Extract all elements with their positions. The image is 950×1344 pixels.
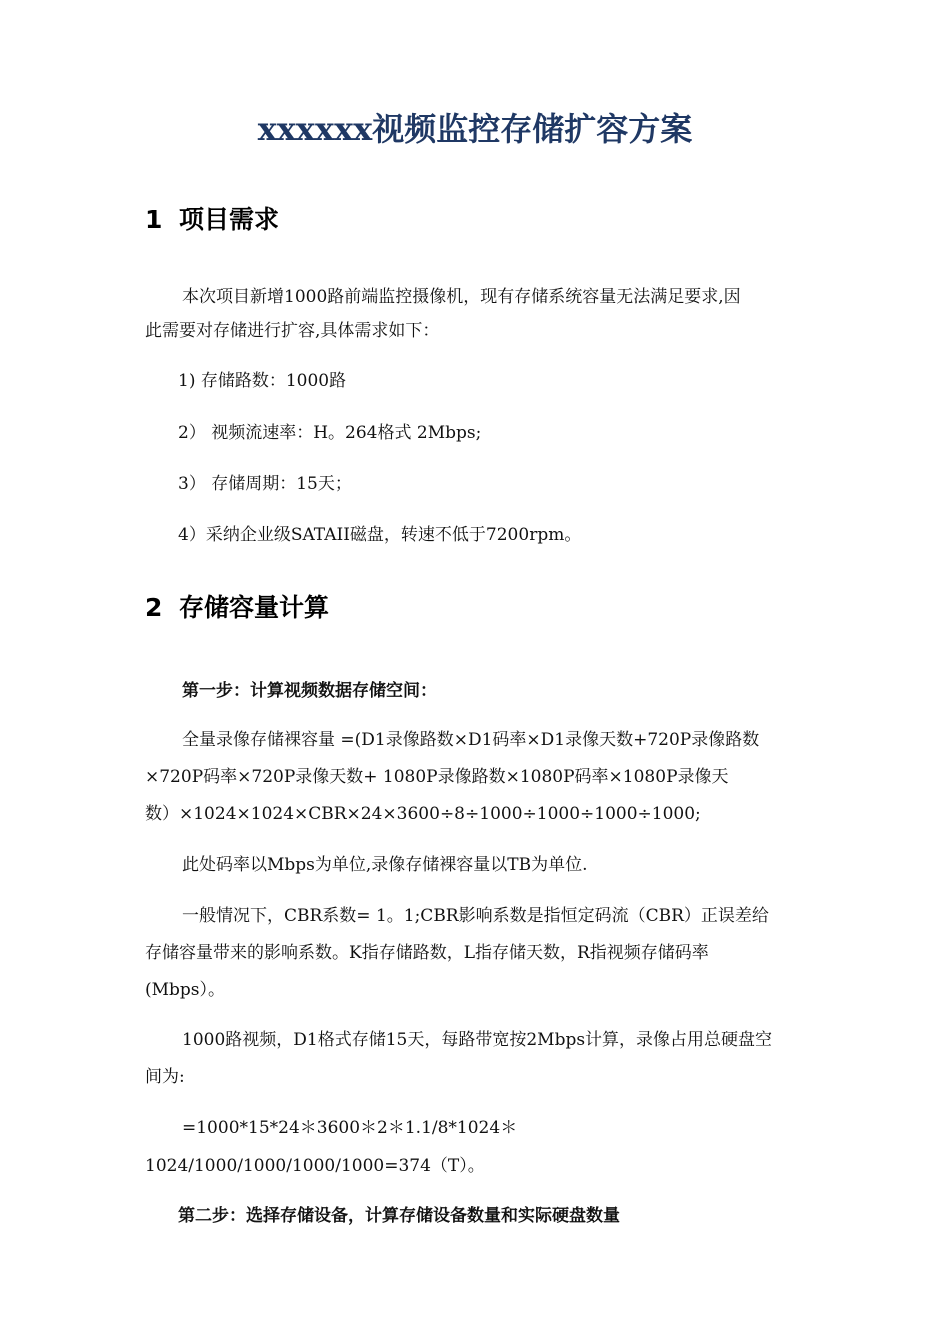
formula-line-1: 全量录像存储裸容量 =(D1录像路数×D1码率×D1录像天数+720P录像路数 bbox=[182, 730, 760, 750]
step-2-heading: 第二步：选择存储设备，计算存储设备数量和实际硬盘数量 bbox=[178, 1206, 620, 1226]
section-number: 1 bbox=[145, 205, 163, 234]
section-title: 项目需求 bbox=[179, 205, 280, 234]
result-line-1: =1000*15*24＊3600＊2＊1.1/8*1024＊ bbox=[182, 1118, 518, 1138]
calc-line-1: 1000路视频，D1格式存储15天，每路带宽按2Mbps计算，录像占用总硬盘空 bbox=[182, 1030, 773, 1050]
requirement-item: 2） 视频流速率：H。264格式 2Mbps; bbox=[178, 423, 482, 443]
calc-line-2: 间为: bbox=[145, 1067, 185, 1087]
formula-line-2: ×720P码率×720P录像天数+ 1080P录像路数×1080P码率×1080P录像天 bbox=[145, 767, 729, 787]
requirement-item: 3） 存储周期：15天； bbox=[178, 474, 352, 494]
unit-note: 此处码率以Mbps为单位,录像存储裸容量以TB为单位. bbox=[182, 855, 588, 875]
step-1-heading: 第一步：计算视频数据存储空间： bbox=[182, 681, 437, 701]
requirement-item: 1) 存储路数：1000路 bbox=[178, 371, 347, 391]
intro-line-2: 此需要对存储进行扩容,具体需求如下： bbox=[145, 321, 440, 341]
formula-line-3: 数）×1024×1024×CBR×24×3600÷8÷1000÷1000÷1000÷1000; bbox=[145, 804, 701, 824]
result-line-2: 1024/1000/1000/1000/1000=374（T）。 bbox=[145, 1156, 485, 1176]
section-heading-2 bbox=[145, 588, 329, 624]
section-number: 2 bbox=[145, 593, 163, 622]
document-title: xxxxxx视频监控存储扩容方案 bbox=[257, 110, 693, 148]
cbr-line-2: 存储容量带来的影响系数。K指存储路数，L指存储天数，R指视频存储码率 bbox=[145, 943, 709, 963]
cbr-line-3: (Mbps）。 bbox=[145, 980, 226, 1000]
requirement-item: 4）采纳企业级SATAII磁盘，转速不低于7200rpm。 bbox=[178, 525, 582, 545]
section-heading-1 bbox=[145, 200, 279, 236]
cbr-line-1: 一般情况下，CBR系数= 1。1;CBR影响系数是指恒定码流（CBR）正误差给 bbox=[182, 906, 769, 926]
section-title: 存储容量计算 bbox=[179, 593, 330, 622]
intro-line-1: 本次项目新增1000路前端监控摄像机，现有存储系统容量无法满足要求,因 bbox=[182, 287, 741, 307]
